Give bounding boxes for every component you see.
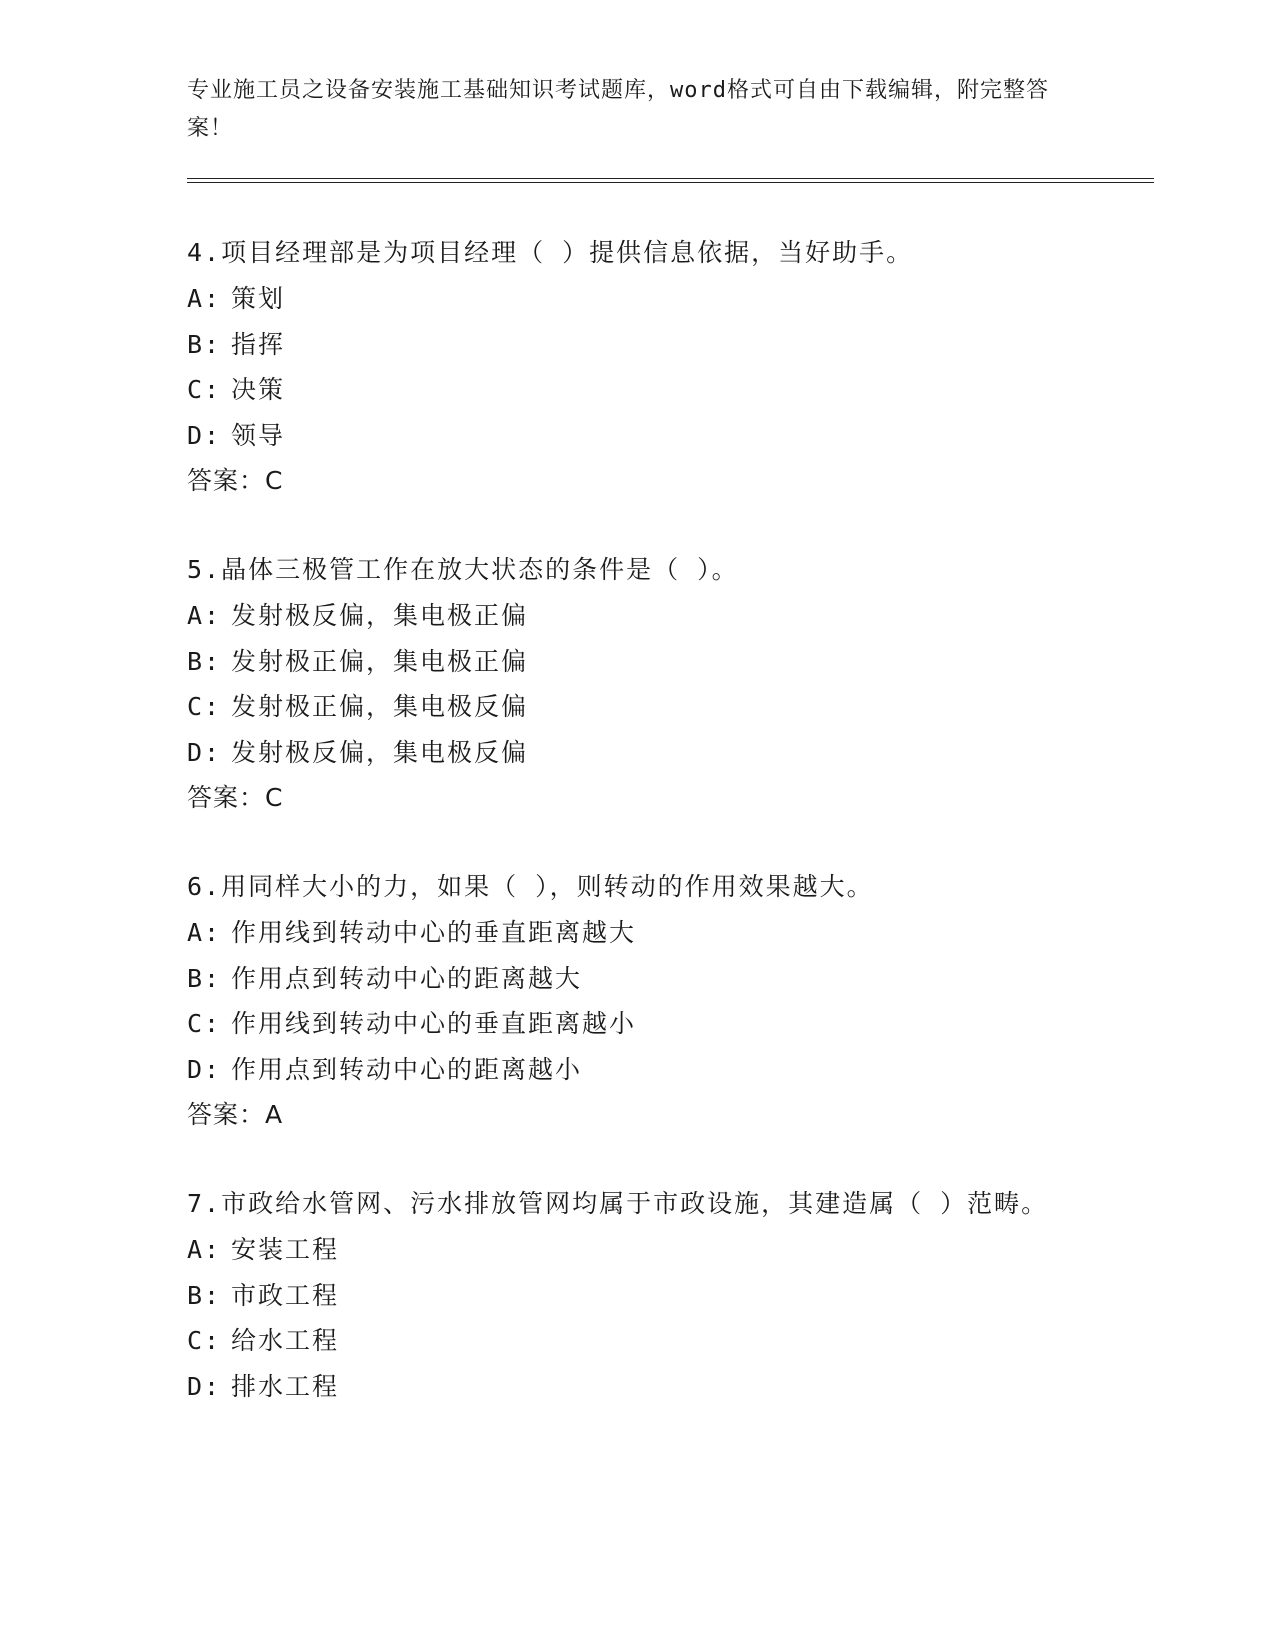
question-stem: 4.项目经理部是为项目经理（ ）提供信息依据，当好助手。: [187, 238, 914, 267]
option-letter: D:: [187, 737, 222, 767]
option-text: 市政工程: [231, 1280, 340, 1310]
option-text: 领导: [231, 420, 286, 450]
option-letter: B:: [187, 963, 222, 993]
question-stem: 6.用同样大小的力，如果（ ），则转动的作用效果越大。: [187, 872, 874, 901]
option-text: 作用点到转动中心的距离越大: [231, 963, 583, 993]
option-b: [187, 322, 1187, 368]
option-a: [187, 593, 1187, 639]
option-text: 发射极反偏，集电极正偏: [231, 601, 529, 630]
option-letter: A:: [187, 918, 222, 947]
option-letter: C:: [187, 1009, 222, 1038]
option-letter: D:: [187, 1371, 222, 1401]
question-stem: 5.晶体三极管工作在放大状态的条件是（ ）。: [187, 555, 739, 584]
option-b: [187, 639, 1187, 685]
option-text: 发射极正偏，集电极正偏: [231, 646, 529, 676]
option-text: 决策: [231, 375, 286, 404]
option-letter: A:: [187, 601, 222, 630]
question-item: [187, 230, 1187, 504]
option-a: [187, 276, 1187, 322]
question-item: [187, 864, 1187, 1138]
option-text: 排水工程: [231, 1371, 340, 1401]
option-c: [187, 367, 1187, 413]
answer-line: 答案：C: [187, 783, 284, 812]
option-letter: C:: [187, 1326, 222, 1355]
answer-line: 答案：A: [187, 1100, 284, 1129]
option-d: [187, 1364, 1187, 1410]
option-text: 发射极反偏，集电极反偏: [231, 737, 529, 767]
option-d: [187, 730, 1187, 776]
option-a: [187, 910, 1187, 956]
option-text: 发射极正偏，集电极反偏: [231, 692, 529, 721]
option-text: 作用点到转动中心的距离越小: [231, 1054, 583, 1084]
question-item: [187, 547, 1187, 821]
option-letter: A:: [187, 284, 222, 313]
option-d: [187, 1047, 1187, 1093]
option-letter: B:: [187, 1280, 222, 1310]
option-a: [187, 1227, 1187, 1273]
option-text: 指挥: [231, 329, 286, 359]
option-text: 策划: [231, 284, 286, 313]
question-item: [187, 1181, 1187, 1409]
option-d: [187, 413, 1187, 459]
option-text: 作用线到转动中心的垂直距离越小: [231, 1009, 637, 1038]
option-c: [187, 684, 1187, 730]
option-text: 安装工程: [231, 1235, 340, 1264]
option-text: 给水工程: [231, 1326, 340, 1355]
option-text: 作用线到转动中心的垂直距离越大: [231, 918, 637, 947]
option-letter: D:: [187, 1054, 222, 1084]
header-divider: [187, 178, 1154, 183]
option-letter: C:: [187, 375, 222, 404]
option-letter: B:: [187, 329, 222, 359]
option-letter: D:: [187, 420, 222, 450]
question-stem: 7.市政给水管网、污水排放管网均属于市政设施，其建造属（ ）范畴。: [187, 1189, 1049, 1218]
document-header: 专业施工员之设备安装施工基础知识考试题库，word格式可自由下载编辑，附完整答案！: [187, 78, 1049, 141]
option-c: [187, 1001, 1187, 1047]
option-c: [187, 1318, 1187, 1364]
option-b: [187, 1273, 1187, 1319]
option-letter: A:: [187, 1235, 222, 1264]
option-letter: C:: [187, 692, 222, 721]
option-b: [187, 956, 1187, 1002]
answer-line: 答案：C: [187, 466, 284, 495]
option-letter: B:: [187, 646, 222, 676]
